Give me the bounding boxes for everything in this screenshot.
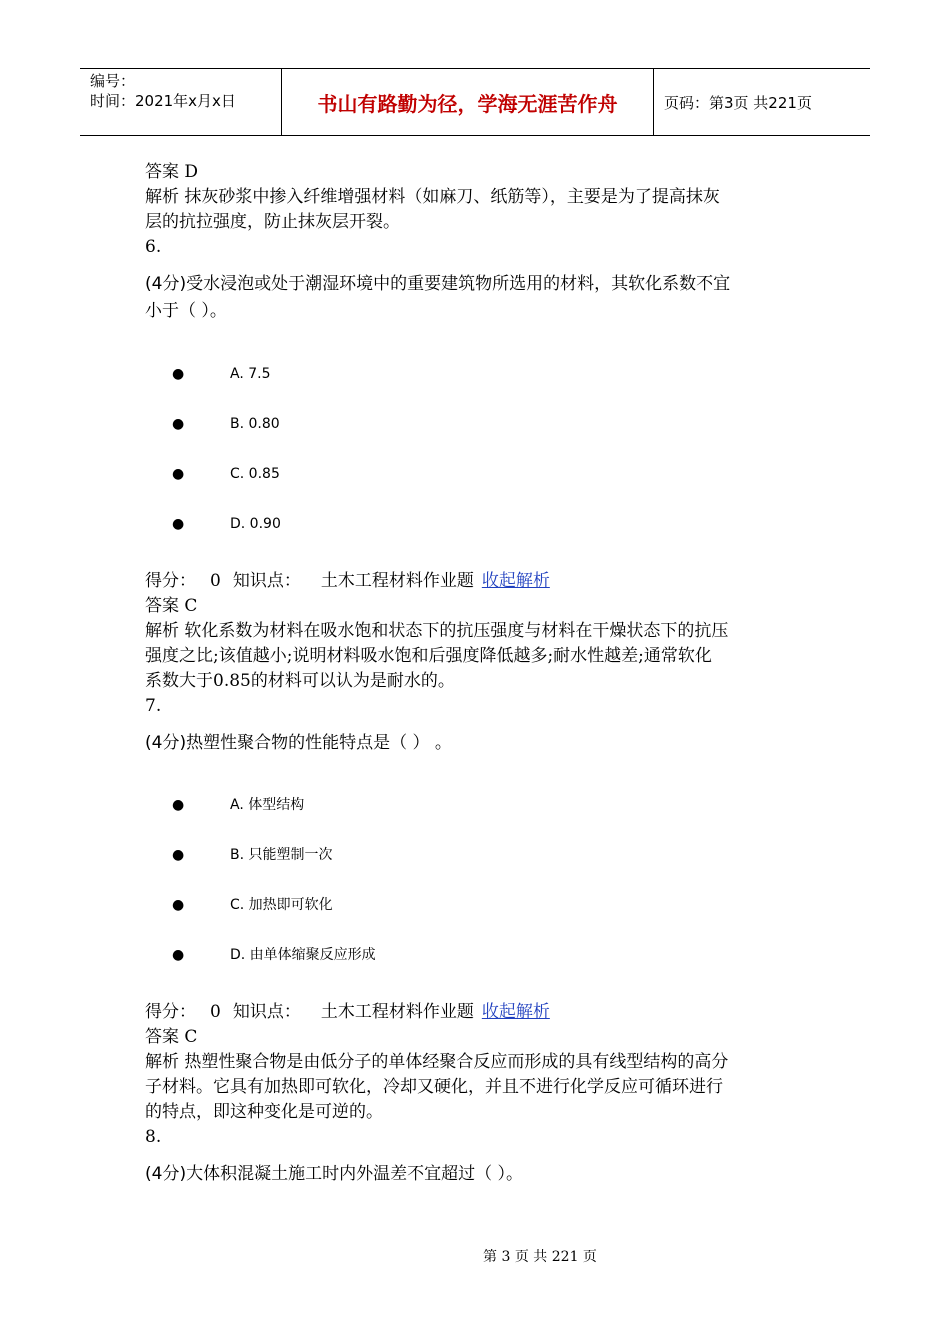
time-label: 时间：2021年x月x日 [90, 92, 236, 110]
question-stem [145, 730, 825, 757]
analysis-line: 强度之比;该值越小;说明材料吸水饱和后强度降低越多;耐水性越差;通常软化 [145, 646, 712, 666]
option-d[interactable] [145, 499, 825, 549]
score-label: 得分： [145, 571, 196, 591]
question-stem [145, 271, 825, 325]
question-number: 8. [145, 1127, 162, 1147]
analysis-line: 层的抗拉强度，防止抹灰层开裂。 [145, 212, 400, 232]
answer-line: 答案 C [145, 596, 198, 616]
score-value: 0 [210, 571, 221, 591]
header-page-info: 页码：第3页 共221页 [664, 93, 812, 112]
option-label: A. 7.5 [230, 366, 271, 382]
option-list [145, 349, 825, 549]
option-list [145, 780, 825, 980]
option-c[interactable] [145, 880, 825, 930]
option-a[interactable] [145, 780, 825, 830]
score-value: 0 [210, 1002, 221, 1022]
document-body [145, 160, 825, 1188]
option-label: A. 体型结构 [230, 797, 305, 813]
analysis-line: 解析 软化系数为材料在吸水饱和状态下的抗压强度与材料在干燥状态下的抗压 [145, 621, 729, 641]
analysis-line: 系数大于0.85的材料可以认为是耐水的。 [145, 671, 455, 691]
knowledge-point-label: 知识点： [232, 571, 301, 591]
analysis-line: 的特点，即这种变化是可逆的。 [145, 1102, 383, 1122]
question-number: 6. [145, 237, 162, 257]
score-line [145, 1000, 825, 1025]
number-label: 编号： [90, 72, 136, 90]
knowledge-point-value: 土木工程材料作业题 [320, 571, 474, 591]
bullet-icon: ● [172, 516, 185, 532]
option-label: C. 加热即可软化 [230, 897, 333, 913]
bullet-icon: ● [172, 947, 185, 963]
option-d[interactable] [145, 930, 825, 980]
option-label: D. 0.90 [230, 516, 281, 532]
stem-line: 小于（ ）。 [145, 301, 227, 321]
stem-line: (4分)受水浸泡或处于潮湿环境中的重要建筑物所选用的材料，其软化系数不宜 [145, 274, 731, 294]
collapse-analysis-link[interactable]: 收起解析 [481, 571, 550, 591]
bullet-icon: ● [172, 897, 185, 913]
option-a[interactable] [145, 349, 825, 399]
bullet-icon: ● [172, 366, 185, 382]
knowledge-point-label: 知识点： [232, 1002, 301, 1022]
option-c[interactable] [145, 449, 825, 499]
answer-line: 答案 D [145, 162, 199, 182]
score-line [145, 569, 825, 594]
stem-line: (4分)热塑性聚合物的性能特点是（ ） 。 [145, 733, 452, 753]
bullet-icon: ● [172, 797, 185, 813]
collapse-analysis-link[interactable]: 收起解析 [481, 1002, 550, 1022]
bullet-icon: ● [172, 466, 185, 482]
option-label: C. 0.85 [230, 466, 280, 482]
analysis-line: 解析 抹灰砂浆中掺入纤维增强材料（如麻刀、纸筋等），主要是为了提高抹灰 [145, 187, 720, 207]
knowledge-point-value: 土木工程材料作业题 [320, 1002, 474, 1022]
header-meta [80, 69, 282, 135]
stem-line: (4分)大体积混凝土施工时内外温差不宜超过（ ）。 [145, 1164, 523, 1184]
analysis-line: 解析 热塑性聚合物是由低分子的单体经聚合反应而形成的具有线型结构的高分 [145, 1052, 729, 1072]
question-stem [145, 1161, 825, 1188]
option-label: D. 由单体缩聚反应形成 [230, 947, 376, 963]
answer-line: 答案 C [145, 1027, 198, 1047]
bullet-icon: ● [172, 847, 185, 863]
page-header [80, 68, 870, 136]
bullet-icon: ● [172, 416, 185, 432]
question-number: 7. [145, 696, 162, 716]
option-label: B. 只能塑制一次 [230, 847, 333, 863]
option-b[interactable] [145, 399, 825, 449]
option-b[interactable] [145, 830, 825, 880]
option-label: B. 0.80 [230, 416, 280, 432]
analysis-line: 子材料。它具有加热即可软化，冷却又硬化，并且不进行化学反应可循环进行 [145, 1077, 723, 1097]
header-motto: 书山有路勤为径，学海无涯苦作舟 [282, 69, 654, 135]
page-footer: 第 3 页 共 221 页 [483, 1249, 597, 1265]
score-label: 得分： [145, 1002, 196, 1022]
